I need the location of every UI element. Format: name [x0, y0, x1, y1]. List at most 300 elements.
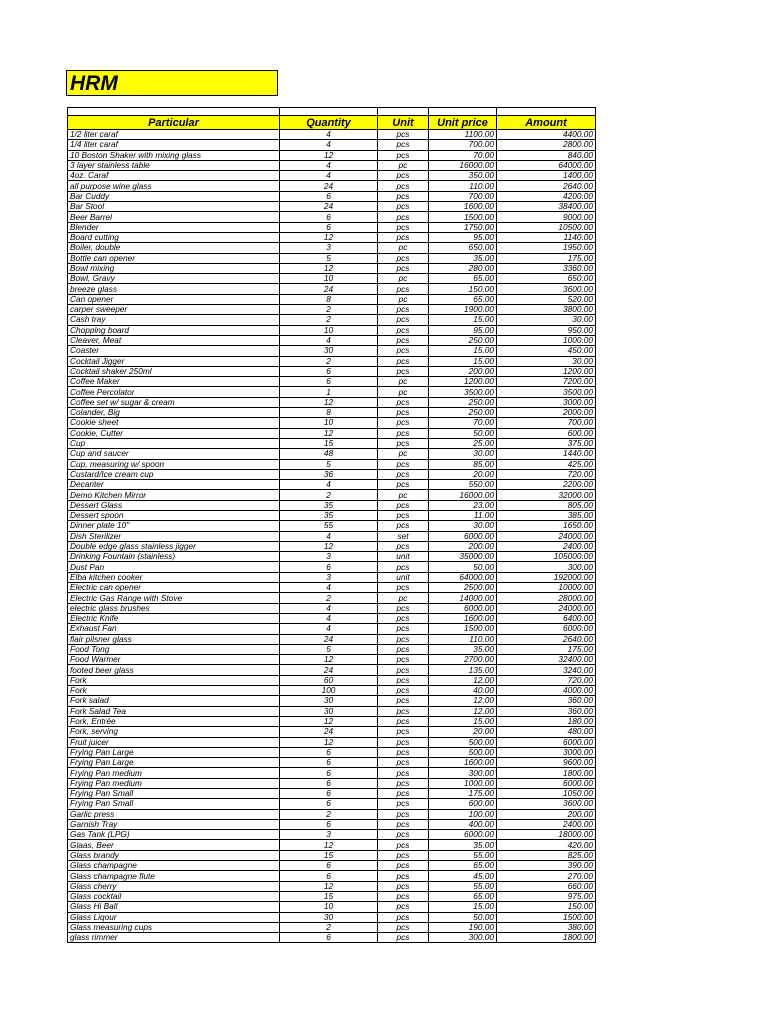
cell-amount[interactable]: 6400.00 — [497, 613, 596, 623]
cell-unit[interactable]: pcs — [378, 655, 429, 665]
cell-amount[interactable]: 1200.00 — [497, 366, 596, 376]
cell-particular[interactable]: Frying Pan Small — [68, 789, 280, 799]
cell-quantity[interactable]: 6 — [280, 799, 378, 809]
cell-quantity[interactable]: 12 — [280, 716, 378, 726]
cell-unit[interactable]: pcs — [378, 747, 429, 757]
cell-particular[interactable]: Glass cocktail — [68, 891, 280, 901]
cell-amount[interactable]: 700.00 — [497, 418, 596, 428]
cell-amount[interactable]: 2000.00 — [497, 408, 596, 418]
cell-unit-price[interactable]: 16000.00 — [429, 160, 497, 170]
cell-quantity[interactable]: 6 — [280, 191, 378, 201]
cell-unit[interactable]: pcs — [378, 902, 429, 912]
cell-quantity[interactable]: 8 — [280, 408, 378, 418]
cell-unit-price[interactable]: 65.00 — [429, 861, 497, 871]
cell-unit-price[interactable]: 50.00 — [429, 562, 497, 572]
cell-unit-price[interactable]: 700.00 — [429, 191, 497, 201]
cell-unit-price[interactable]: 250.00 — [429, 408, 497, 418]
cell-unit[interactable]: pcs — [378, 768, 429, 778]
cell-particular[interactable]: Frying Pan Small — [68, 799, 280, 809]
cell-unit-price[interactable]: 100.00 — [429, 809, 497, 819]
cell-quantity[interactable]: 5 — [280, 253, 378, 263]
cell-amount[interactable]: 192000.00 — [497, 572, 596, 582]
cell-unit-price[interactable]: 70.00 — [429, 418, 497, 428]
cell-unit-price[interactable]: 1750.00 — [429, 222, 497, 232]
cell-quantity[interactable]: 12 — [280, 232, 378, 242]
cell-particular[interactable]: Frying Pan Large — [68, 758, 280, 768]
cell-unit-price[interactable]: 65.00 — [429, 274, 497, 284]
cell-quantity[interactable]: 2 — [280, 356, 378, 366]
cell-unit-price[interactable]: 50.00 — [429, 428, 497, 438]
cell-particular[interactable]: Cash tray — [68, 315, 280, 325]
cell-amount[interactable]: 30.00 — [497, 356, 596, 366]
cell-particular[interactable]: Cup, measuring w/ spoon — [68, 459, 280, 469]
cell-particular[interactable]: Frying Pan Large — [68, 747, 280, 757]
cell-quantity[interactable]: 4 — [280, 583, 378, 593]
sheet-title-cell[interactable] — [66, 70, 278, 96]
cell-amount[interactable]: 1800.00 — [497, 933, 596, 943]
cell-quantity[interactable]: 48 — [280, 449, 378, 459]
cell-unit[interactable]: pcs — [378, 521, 429, 531]
cell-particular[interactable]: Can opener — [68, 294, 280, 304]
cell-unit[interactable]: pcs — [378, 140, 429, 150]
cell-unit[interactable]: set — [378, 531, 429, 541]
cell-amount[interactable]: 3600.00 — [497, 799, 596, 809]
cell-unit-price[interactable]: 250.00 — [429, 397, 497, 407]
cell-particular[interactable]: Garlic press — [68, 809, 280, 819]
cell-unit-price[interactable]: 200.00 — [429, 366, 497, 376]
cell-unit[interactable]: pcs — [378, 675, 429, 685]
cell-unit[interactable]: pc — [378, 593, 429, 603]
cell-particular[interactable]: Frying Pan medium — [68, 778, 280, 788]
cell-particular[interactable]: Fork — [68, 675, 280, 685]
cell-amount[interactable]: 650.00 — [497, 274, 596, 284]
cell-amount[interactable]: 28000.00 — [497, 593, 596, 603]
cell-amount[interactable]: 520.00 — [497, 294, 596, 304]
cell-particular[interactable]: 1/2 liter caraf — [68, 130, 280, 140]
cell-unit-price[interactable]: 85.00 — [429, 459, 497, 469]
cell-unit[interactable]: pcs — [378, 191, 429, 201]
cell-unit[interactable]: pcs — [378, 778, 429, 788]
cell-unit[interactable]: pcs — [378, 510, 429, 520]
cell-quantity[interactable]: 5 — [280, 644, 378, 654]
cell-particular[interactable]: Electric can opener — [68, 583, 280, 593]
cell-amount[interactable]: 600.00 — [497, 428, 596, 438]
cell-particular[interactable]: Bowl mixing — [68, 263, 280, 273]
cell-particular[interactable]: Drinking Fountain (stainless) — [68, 552, 280, 562]
cell-amount[interactable]: 150.00 — [497, 902, 596, 912]
cell-unit-price[interactable]: 110.00 — [429, 181, 497, 191]
cell-unit-price[interactable]: 135.00 — [429, 665, 497, 675]
cell-quantity[interactable]: 24 — [280, 634, 378, 644]
cell-unit-price[interactable]: 12.00 — [429, 675, 497, 685]
cell-amount[interactable]: 24000.00 — [497, 531, 596, 541]
cell-unit-price[interactable]: 3500.00 — [429, 387, 497, 397]
cell-quantity[interactable]: 36 — [280, 469, 378, 479]
cell-amount[interactable]: 18000.00 — [497, 830, 596, 840]
cell-quantity[interactable]: 3 — [280, 830, 378, 840]
cell-unit[interactable]: pcs — [378, 305, 429, 315]
cell-amount[interactable]: 6000.00 — [497, 737, 596, 747]
cell-quantity[interactable]: 6 — [280, 758, 378, 768]
cell-particular[interactable]: Bowl, Gravy — [68, 274, 280, 284]
cell-quantity[interactable]: 6 — [280, 819, 378, 829]
cell-quantity[interactable]: 8 — [280, 294, 378, 304]
cell-unit[interactable]: pcs — [378, 284, 429, 294]
cell-amount[interactable]: 9000.00 — [497, 212, 596, 222]
cell-unit-price[interactable]: 16000.00 — [429, 490, 497, 500]
cell-unit-price[interactable]: 600.00 — [429, 799, 497, 809]
cell-unit-price[interactable]: 20.00 — [429, 469, 497, 479]
cell-amount[interactable]: 840.00 — [497, 150, 596, 160]
cell-particular[interactable]: Dust Pan — [68, 562, 280, 572]
cell-unit-price[interactable]: 300.00 — [429, 768, 497, 778]
cell-amount[interactable]: 1440.00 — [497, 449, 596, 459]
cell-unit[interactable]: pcs — [378, 850, 429, 860]
cell-amount[interactable]: 6000.00 — [497, 778, 596, 788]
cell-unit[interactable]: pcs — [378, 480, 429, 490]
cell-particular[interactable]: Elba kitchen cooker — [68, 572, 280, 582]
cell-amount[interactable]: 1950.00 — [497, 243, 596, 253]
cell-amount[interactable]: 420.00 — [497, 840, 596, 850]
cell-unit-price[interactable]: 6000.00 — [429, 830, 497, 840]
cell-quantity[interactable]: 5 — [280, 459, 378, 469]
cell-particular[interactable]: electric glass brushes — [68, 603, 280, 613]
cell-unit[interactable]: unit — [378, 572, 429, 582]
cell-amount[interactable]: 1000.00 — [497, 335, 596, 345]
cell-unit-price[interactable]: 55.00 — [429, 850, 497, 860]
cell-unit[interactable]: pcs — [378, 603, 429, 613]
cell-unit[interactable]: pcs — [378, 696, 429, 706]
cell-quantity[interactable]: 4 — [280, 531, 378, 541]
cell-particular[interactable]: Chopping board — [68, 325, 280, 335]
cell-unit[interactable]: pcs — [378, 716, 429, 726]
cell-amount[interactable]: 450.00 — [497, 346, 596, 356]
cell-unit[interactable]: pcs — [378, 789, 429, 799]
cell-unit[interactable]: pcs — [378, 469, 429, 479]
cell-quantity[interactable]: 35 — [280, 510, 378, 520]
cell-quantity[interactable]: 12 — [280, 428, 378, 438]
cell-unit-price[interactable]: 35000.00 — [429, 552, 497, 562]
cell-unit[interactable]: pcs — [378, 222, 429, 232]
cell-quantity[interactable]: 30 — [280, 706, 378, 716]
cell-particular[interactable]: carper sweeper — [68, 305, 280, 315]
cell-unit[interactable]: pcs — [378, 809, 429, 819]
cell-particular[interactable]: Blender — [68, 222, 280, 232]
cell-particular[interactable]: Dessert spoon — [68, 510, 280, 520]
cell-unit-price[interactable]: 1000.00 — [429, 778, 497, 788]
cell-quantity[interactable]: 24 — [280, 727, 378, 737]
cell-unit-price[interactable]: 55.00 — [429, 881, 497, 891]
cell-quantity[interactable]: 4 — [280, 480, 378, 490]
cell-amount[interactable]: 1400.00 — [497, 171, 596, 181]
cell-unit[interactable]: pcs — [378, 253, 429, 263]
cell-unit-price[interactable]: 95.00 — [429, 232, 497, 242]
cell-amount[interactable]: 175.00 — [497, 253, 596, 263]
cell-amount[interactable]: 425.00 — [497, 459, 596, 469]
cell-unit[interactable]: pcs — [378, 181, 429, 191]
cell-unit-price[interactable]: 1600.00 — [429, 202, 497, 212]
cell-quantity[interactable]: 6 — [280, 377, 378, 387]
cell-particular[interactable]: Fork, serving — [68, 727, 280, 737]
cell-unit[interactable]: pcs — [378, 150, 429, 160]
cell-particular[interactable]: Bar Stool — [68, 202, 280, 212]
cell-amount[interactable]: 805.00 — [497, 500, 596, 510]
cell-particular[interactable]: Glass Liqour — [68, 912, 280, 922]
header-particular[interactable]: Particular — [68, 116, 280, 130]
cell-unit-price[interactable]: 23.00 — [429, 500, 497, 510]
cell-unit[interactable]: pc — [378, 274, 429, 284]
cell-quantity[interactable]: 15 — [280, 438, 378, 448]
cell-quantity[interactable]: 24 — [280, 665, 378, 675]
cell-quantity[interactable]: 12 — [280, 881, 378, 891]
cell-quantity[interactable]: 3 — [280, 243, 378, 253]
cell-particular[interactable]: Demo Kitchen Mirror — [68, 490, 280, 500]
cell-amount[interactable]: 385.00 — [497, 510, 596, 520]
cell-unit[interactable]: pcs — [378, 232, 429, 242]
cell-quantity[interactable]: 60 — [280, 675, 378, 685]
cell-quantity[interactable]: 6 — [280, 212, 378, 222]
cell-unit-price[interactable]: 250.00 — [429, 335, 497, 345]
cell-unit-price[interactable]: 2700.00 — [429, 655, 497, 665]
cell-particular[interactable]: all purpose wine glass — [68, 181, 280, 191]
cell-unit[interactable]: pcs — [378, 912, 429, 922]
cell-unit-price[interactable]: 15.00 — [429, 902, 497, 912]
cell-particular[interactable]: Cookie, Cutter — [68, 428, 280, 438]
cell-unit[interactable]: pcs — [378, 644, 429, 654]
cell-unit-price[interactable]: 110.00 — [429, 634, 497, 644]
cell-quantity[interactable]: 2 — [280, 490, 378, 500]
cell-quantity[interactable]: 1 — [280, 387, 378, 397]
cell-unit[interactable]: pcs — [378, 830, 429, 840]
cell-unit[interactable]: pcs — [378, 428, 429, 438]
cell-amount[interactable]: 6000.00 — [497, 624, 596, 634]
cell-quantity[interactable]: 6 — [280, 933, 378, 943]
cell-amount[interactable]: 270.00 — [497, 871, 596, 881]
cell-quantity[interactable]: 6 — [280, 562, 378, 572]
cell-quantity[interactable]: 24 — [280, 202, 378, 212]
cell-quantity[interactable]: 2 — [280, 305, 378, 315]
cell-particular[interactable]: Boiler, double — [68, 243, 280, 253]
cell-amount[interactable]: 720.00 — [497, 675, 596, 685]
cell-unit[interactable]: pcs — [378, 356, 429, 366]
cell-unit-price[interactable]: 190.00 — [429, 922, 497, 932]
cell-particular[interactable]: Electric Gas Range with Stove — [68, 593, 280, 603]
cell-unit[interactable]: pcs — [378, 325, 429, 335]
cell-amount[interactable]: 1140.00 — [497, 232, 596, 242]
cell-unit[interactable]: pcs — [378, 202, 429, 212]
cell-unit-price[interactable]: 30.00 — [429, 449, 497, 459]
cell-quantity[interactable]: 12 — [280, 263, 378, 273]
cell-particular[interactable]: 3 layer stainless table — [68, 160, 280, 170]
cell-unit-price[interactable]: 12.00 — [429, 706, 497, 716]
cell-unit-price[interactable]: 20.00 — [429, 727, 497, 737]
cell-particular[interactable]: Glass champagne flute — [68, 871, 280, 881]
cell-unit[interactable]: pcs — [378, 438, 429, 448]
cell-amount[interactable]: 3360.00 — [497, 263, 596, 273]
cell-particular[interactable]: Board cutting — [68, 232, 280, 242]
cell-particular[interactable]: Cup and saucer — [68, 449, 280, 459]
cell-amount[interactable]: 300.00 — [497, 562, 596, 572]
cell-unit[interactable]: pcs — [378, 315, 429, 325]
cell-amount[interactable]: 3600.00 — [497, 284, 596, 294]
cell-unit-price[interactable]: 280.00 — [429, 263, 497, 273]
cell-quantity[interactable]: 6 — [280, 768, 378, 778]
cell-unit-price[interactable]: 65.00 — [429, 891, 497, 901]
cell-unit[interactable]: pcs — [378, 737, 429, 747]
cell-unit[interactable]: pcs — [378, 263, 429, 273]
cell-amount[interactable]: 3800.00 — [497, 305, 596, 315]
cell-unit-price[interactable]: 25.00 — [429, 438, 497, 448]
cell-quantity[interactable]: 6 — [280, 861, 378, 871]
cell-quantity[interactable]: 6 — [280, 789, 378, 799]
header-unit-price[interactable]: Unit price — [429, 116, 497, 130]
cell-particular[interactable]: Cookie sheet — [68, 418, 280, 428]
cell-unit[interactable]: unit — [378, 552, 429, 562]
cell-quantity[interactable]: 12 — [280, 397, 378, 407]
cell-particular[interactable]: Coffee set w/ sugar & cream — [68, 397, 280, 407]
cell-unit-price[interactable]: 150.00 — [429, 284, 497, 294]
cell-unit[interactable]: pc — [378, 490, 429, 500]
cell-amount[interactable]: 2400.00 — [497, 541, 596, 551]
cell-quantity[interactable]: 15 — [280, 850, 378, 860]
header-quantity[interactable]: Quantity — [280, 116, 378, 130]
cell-particular[interactable]: Glass Hi Ball — [68, 902, 280, 912]
cell-unit-price[interactable]: 175.00 — [429, 789, 497, 799]
cell-unit[interactable]: pcs — [378, 665, 429, 675]
cell-quantity[interactable]: 10 — [280, 325, 378, 335]
cell-unit-price[interactable]: 1900.00 — [429, 305, 497, 315]
cell-particular[interactable]: Glass brandy — [68, 850, 280, 860]
cell-amount[interactable]: 1050.00 — [497, 789, 596, 799]
cell-quantity[interactable]: 3 — [280, 572, 378, 582]
cell-particular[interactable]: Cocktail shaker 250ml — [68, 366, 280, 376]
cell-quantity[interactable]: 100 — [280, 686, 378, 696]
cell-amount[interactable]: 390.00 — [497, 861, 596, 871]
cell-particular[interactable]: Glass measuring cups — [68, 922, 280, 932]
cell-quantity[interactable]: 4 — [280, 603, 378, 613]
cell-amount[interactable]: 975.00 — [497, 891, 596, 901]
cell-quantity[interactable]: 30 — [280, 696, 378, 706]
blank-cell[interactable] — [68, 108, 280, 116]
cell-particular[interactable]: Dish Sterilizer — [68, 531, 280, 541]
cell-amount[interactable]: 2200.00 — [497, 480, 596, 490]
cell-quantity[interactable]: 6 — [280, 871, 378, 881]
cell-unit[interactable]: pcs — [378, 335, 429, 345]
cell-quantity[interactable]: 4 — [280, 624, 378, 634]
cell-amount[interactable]: 10500.00 — [497, 222, 596, 232]
cell-unit-price[interactable]: 45.00 — [429, 871, 497, 881]
cell-quantity[interactable]: 3 — [280, 552, 378, 562]
cell-amount[interactable]: 30.00 — [497, 315, 596, 325]
cell-particular[interactable]: Double edge glass stainless jigger — [68, 541, 280, 551]
cell-unit-price[interactable]: 1600.00 — [429, 613, 497, 623]
cell-amount[interactable]: 1500.00 — [497, 912, 596, 922]
cell-unit[interactable]: pcs — [378, 727, 429, 737]
cell-particular[interactable]: Glass cherry — [68, 881, 280, 891]
cell-unit-price[interactable]: 15.00 — [429, 356, 497, 366]
cell-amount[interactable]: 105000.00 — [497, 552, 596, 562]
cell-unit-price[interactable]: 15.00 — [429, 346, 497, 356]
cell-amount[interactable]: 360.00 — [497, 706, 596, 716]
cell-quantity[interactable]: 6 — [280, 747, 378, 757]
cell-amount[interactable]: 3000.00 — [497, 747, 596, 757]
cell-unit-price[interactable]: 550.00 — [429, 480, 497, 490]
cell-unit[interactable]: pc — [378, 243, 429, 253]
cell-particular[interactable]: Garnish Tray — [68, 819, 280, 829]
cell-unit[interactable]: pc — [378, 160, 429, 170]
cell-particular[interactable]: Beer Barrel — [68, 212, 280, 222]
cell-unit[interactable]: pcs — [378, 613, 429, 623]
cell-particular[interactable]: Exhaust Fan — [68, 624, 280, 634]
cell-unit-price[interactable]: 35.00 — [429, 840, 497, 850]
cell-particular[interactable]: glass rimmer — [68, 933, 280, 943]
blank-cell[interactable] — [497, 108, 596, 116]
cell-quantity[interactable]: 30 — [280, 912, 378, 922]
cell-quantity[interactable]: 24 — [280, 284, 378, 294]
cell-quantity[interactable]: 15 — [280, 891, 378, 901]
cell-unit[interactable]: pc — [378, 387, 429, 397]
cell-particular[interactable]: Cup — [68, 438, 280, 448]
cell-amount[interactable]: 2640.00 — [497, 181, 596, 191]
cell-amount[interactable]: 9600.00 — [497, 758, 596, 768]
cell-particular[interactable]: Fork, Entrée — [68, 716, 280, 726]
cell-particular[interactable]: Decanter — [68, 480, 280, 490]
cell-unit[interactable]: pcs — [378, 397, 429, 407]
cell-amount[interactable]: 380.00 — [497, 922, 596, 932]
cell-unit-price[interactable]: 500.00 — [429, 737, 497, 747]
cell-quantity[interactable]: 12 — [280, 655, 378, 665]
cell-quantity[interactable]: 10 — [280, 274, 378, 284]
cell-unit[interactable]: pcs — [378, 583, 429, 593]
cell-particular[interactable]: Frying Pan medium — [68, 768, 280, 778]
cell-particular[interactable]: Fruit juicer — [68, 737, 280, 747]
cell-amount[interactable]: 24000.00 — [497, 603, 596, 613]
cell-amount[interactable]: 360.00 — [497, 696, 596, 706]
cell-quantity[interactable]: 4 — [280, 140, 378, 150]
cell-unit[interactable]: pcs — [378, 706, 429, 716]
cell-unit-price[interactable]: 6000.00 — [429, 531, 497, 541]
cell-unit-price[interactable]: 65.00 — [429, 294, 497, 304]
cell-quantity[interactable]: 35 — [280, 500, 378, 510]
cell-unit[interactable]: pcs — [378, 541, 429, 551]
cell-particular[interactable]: Food Tong — [68, 644, 280, 654]
cell-unit-price[interactable]: 70.00 — [429, 150, 497, 160]
cell-unit-price[interactable]: 500.00 — [429, 747, 497, 757]
cell-unit-price[interactable]: 1200.00 — [429, 377, 497, 387]
cell-amount[interactable]: 10000.00 — [497, 583, 596, 593]
cell-particular[interactable]: 4oz. Caraf — [68, 171, 280, 181]
cell-particular[interactable]: Gas Tank (LPG) — [68, 830, 280, 840]
cell-particular[interactable]: 10 Boston Shaker with mixing glass — [68, 150, 280, 160]
cell-unit-price[interactable]: 400.00 — [429, 819, 497, 829]
cell-quantity[interactable]: 12 — [280, 150, 378, 160]
cell-unit-price[interactable]: 95.00 — [429, 325, 497, 335]
cell-quantity[interactable]: 10 — [280, 902, 378, 912]
cell-unit[interactable]: pc — [378, 377, 429, 387]
cell-amount[interactable]: 4000.00 — [497, 686, 596, 696]
cell-unit[interactable]: pcs — [378, 171, 429, 181]
cell-quantity[interactable]: 4 — [280, 613, 378, 623]
cell-unit-price[interactable]: 350.00 — [429, 171, 497, 181]
cell-amount[interactable]: 3500.00 — [497, 387, 596, 397]
cell-quantity[interactable]: 4 — [280, 335, 378, 345]
cell-particular[interactable]: Coffee Percolator — [68, 387, 280, 397]
cell-unit[interactable]: pcs — [378, 861, 429, 871]
cell-unit[interactable]: pcs — [378, 500, 429, 510]
cell-amount[interactable]: 720.00 — [497, 469, 596, 479]
cell-quantity[interactable]: 24 — [280, 181, 378, 191]
cell-quantity[interactable]: 2 — [280, 315, 378, 325]
